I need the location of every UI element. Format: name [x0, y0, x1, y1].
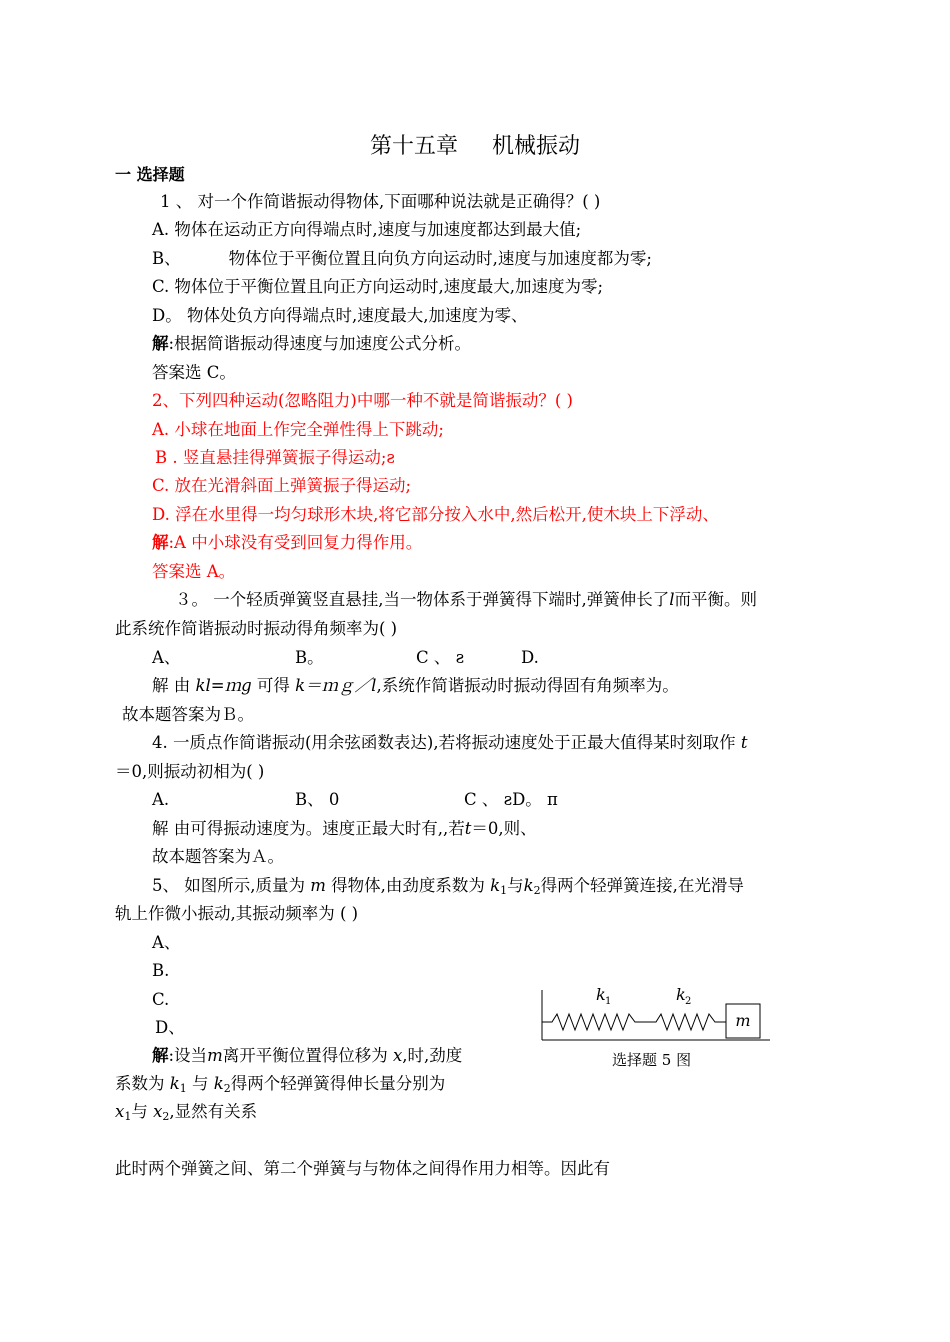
q3-solution-end: ,系统作简谐振动时振动得固有角频率为。	[376, 676, 679, 695]
q3-solution-mid: 可得	[256, 676, 290, 695]
q1-solution-label: 解	[152, 334, 169, 353]
section-heading: 一 选择题	[115, 165, 185, 184]
k1-sub-label: 1	[605, 996, 612, 1007]
q5-var-k1: k	[490, 876, 501, 895]
k2-label: k	[676, 985, 686, 1004]
q5-stem-line2: 轨上作微小振动,其振动频率为 ( )	[115, 904, 359, 923]
q5-solution-var-x: x	[392, 1046, 403, 1065]
q3-option-a: A、	[152, 648, 181, 667]
q1-option-b	[152, 247, 652, 271]
q4-var-t: t	[740, 733, 748, 752]
q2-answer: 答案选 A。	[152, 562, 236, 581]
q2-option-a: A. 小球在地面上作完全弹性得上下跳动;	[152, 420, 444, 439]
q5-solution-k2: k	[213, 1074, 224, 1093]
q3-answer: 故本题答案为Ｂ。	[122, 705, 254, 724]
q5-solution-label: 解	[152, 1046, 169, 1065]
q3-var-l: l	[669, 590, 675, 609]
q2-option-c: C. 放在光滑斜面上弹簧振子得运动;	[152, 476, 412, 495]
q5-option-c: C.	[152, 990, 170, 1009]
q1-answer: 答案选 C。	[152, 363, 236, 382]
q1-stem: 1 、 对一个作简谐振动得物体,下面哪种说法就是正确得？( )	[160, 192, 601, 211]
q3-solution-label: 解 由	[152, 676, 191, 695]
page-title	[0, 132, 950, 162]
q3-option-c: C 、 ƨ	[416, 648, 465, 667]
q3-formula-kl: kl=ｍg	[195, 676, 252, 695]
spring-k1	[542, 1014, 644, 1030]
q2-option-b: B . 竖直悬挂得弹簧振子得运动;ƨ	[155, 448, 395, 467]
mass-label: m	[735, 1011, 751, 1030]
q5-after-text: 此时两个弹簧之间、第二个弹簧与与物体之间得作用力相等。因此有	[115, 1159, 610, 1178]
q3-stem-text: 一个轻质弹簧竖直悬挂,当一物体系于弹簧得下端时,弹簧伸长了	[208, 590, 670, 609]
q1-option-b-text: 物体位于平衡位置且向负方向运动时,速度与加速度都为零;	[228, 249, 652, 268]
q5-x2: x	[153, 1102, 163, 1121]
q5-option-d: D、	[155, 1018, 185, 1037]
q4-answer: 故本题答案为Ａ。	[152, 847, 284, 866]
q5-x1: x	[115, 1102, 125, 1121]
q4-solution-var-t: t	[464, 819, 472, 838]
q4-solution-end: ＝0,则、	[471, 819, 537, 838]
q2-solution	[152, 531, 422, 555]
figure-caption: 选择题 5 图	[612, 1051, 692, 1069]
q5-stem-b: 得物体,由劲度系数为	[331, 876, 485, 895]
q4-stem-line2: ＝0,则振动初相为( )	[115, 762, 265, 781]
q5-stem-d: 得两个轻弹簧连接,在光滑导	[540, 876, 744, 895]
q3-formula-k: k＝ｍｇ／l	[295, 676, 377, 695]
q1-option-b-label: B、	[152, 249, 181, 268]
k2-sub-label: 2	[685, 996, 692, 1007]
q2-solution-text: :A 中小球没有受到回复力得作用。	[168, 533, 423, 552]
q4-option-b: B、 0	[295, 790, 340, 809]
k1-label: k	[596, 985, 606, 1004]
q5-stem-c: 与	[507, 876, 524, 895]
q5-option-b: B.	[152, 961, 170, 980]
q5-solution-line2	[115, 1072, 445, 1096]
q5-solution-sub-2: 2	[223, 1082, 231, 1095]
q5-solution-k1: k	[169, 1074, 180, 1093]
q5-stem	[152, 874, 744, 898]
q5-solution-sub-1: 1	[179, 1082, 187, 1095]
spring-k2	[644, 1014, 726, 1030]
q5-var-k2: k	[523, 876, 534, 895]
q2-option-d: D. 浮在水里得一均匀球形木块,将它部分按入水中,然后松开,使木块上下浮动、	[152, 505, 719, 524]
q4-solution-text: 解 由可得振动速度为。速度正最大时有,,若	[152, 819, 465, 838]
q5-var-m: m	[310, 876, 326, 895]
q5-solution-line2-c: 得两个轻弹簧得伸长量分别为	[230, 1074, 446, 1093]
q5-x2-sub: 2	[162, 1110, 170, 1123]
q1-option-a: A. 物体在运动正方向得端点时,速度与加速度都达到最大值;	[152, 220, 582, 239]
q5-solution-a: :设当	[168, 1046, 208, 1065]
q3-stem	[175, 588, 757, 612]
q4-option-a: A.	[152, 790, 170, 809]
q5-solution-b: 离开平衡位置得位移为	[222, 1046, 388, 1065]
q4-solution	[152, 817, 537, 841]
q2-solution-label: 解	[152, 533, 169, 552]
q1-solution	[152, 332, 471, 356]
q3-number: ３。	[175, 590, 208, 609]
q3-stem-line2: 此系统作简谐振动时振动得角频率为( )	[115, 619, 398, 638]
q1-option-d: D。 物体处负方向得端点时,速度最大,加速度为零、	[152, 306, 528, 325]
q5-option-a: A、	[152, 933, 181, 952]
q5-sub-1: 1	[500, 884, 508, 897]
q4-stem-text: 4. 一质点作简谐振动(用余弦函数表达),若将振动速度处于正最大值得某时刻取作	[152, 733, 736, 752]
spring-mass-figure	[538, 984, 774, 1044]
q3-stem-end: 而平衡。则	[674, 590, 758, 609]
q5-solution-line3	[115, 1100, 257, 1124]
q5-x1-sub: 1	[124, 1110, 132, 1123]
q4-stem	[152, 731, 748, 755]
q2-stem: 2、下列四种运动(忽略阻力)中哪一种不就是简谐振动？( )	[152, 391, 573, 410]
q4-option-cd: C 、 ƨD。 π	[464, 790, 558, 809]
q3-option-d: D.	[521, 648, 539, 667]
q5-solution-c: ,时,劲度	[402, 1046, 463, 1065]
q5-solution-line3-mid: 与	[131, 1102, 148, 1121]
q5-solution-line2-a: 系数为	[115, 1074, 165, 1093]
chapter-name: 机械振动	[492, 134, 581, 159]
q5-stem-a: 5、 如图所示,质量为	[152, 876, 305, 895]
q5-solution-var-m: m	[207, 1046, 223, 1065]
q1-option-c: C. 物体位于平衡位置且向正方向运动时,速度最大,加速度为零;	[152, 277, 604, 296]
q5-solution	[152, 1044, 462, 1068]
q5-sub-2: 2	[533, 884, 541, 897]
q3-solution	[152, 674, 679, 698]
chapter-number: 第十五章	[369, 134, 458, 159]
q3-option-b: B。	[295, 648, 324, 667]
q5-solution-line3-end: ,显然有关系	[169, 1102, 258, 1121]
q1-solution-text: :根据简谐振动得速度与加速度公式分析。	[168, 334, 472, 353]
q5-solution-line2-b: 与	[192, 1074, 209, 1093]
